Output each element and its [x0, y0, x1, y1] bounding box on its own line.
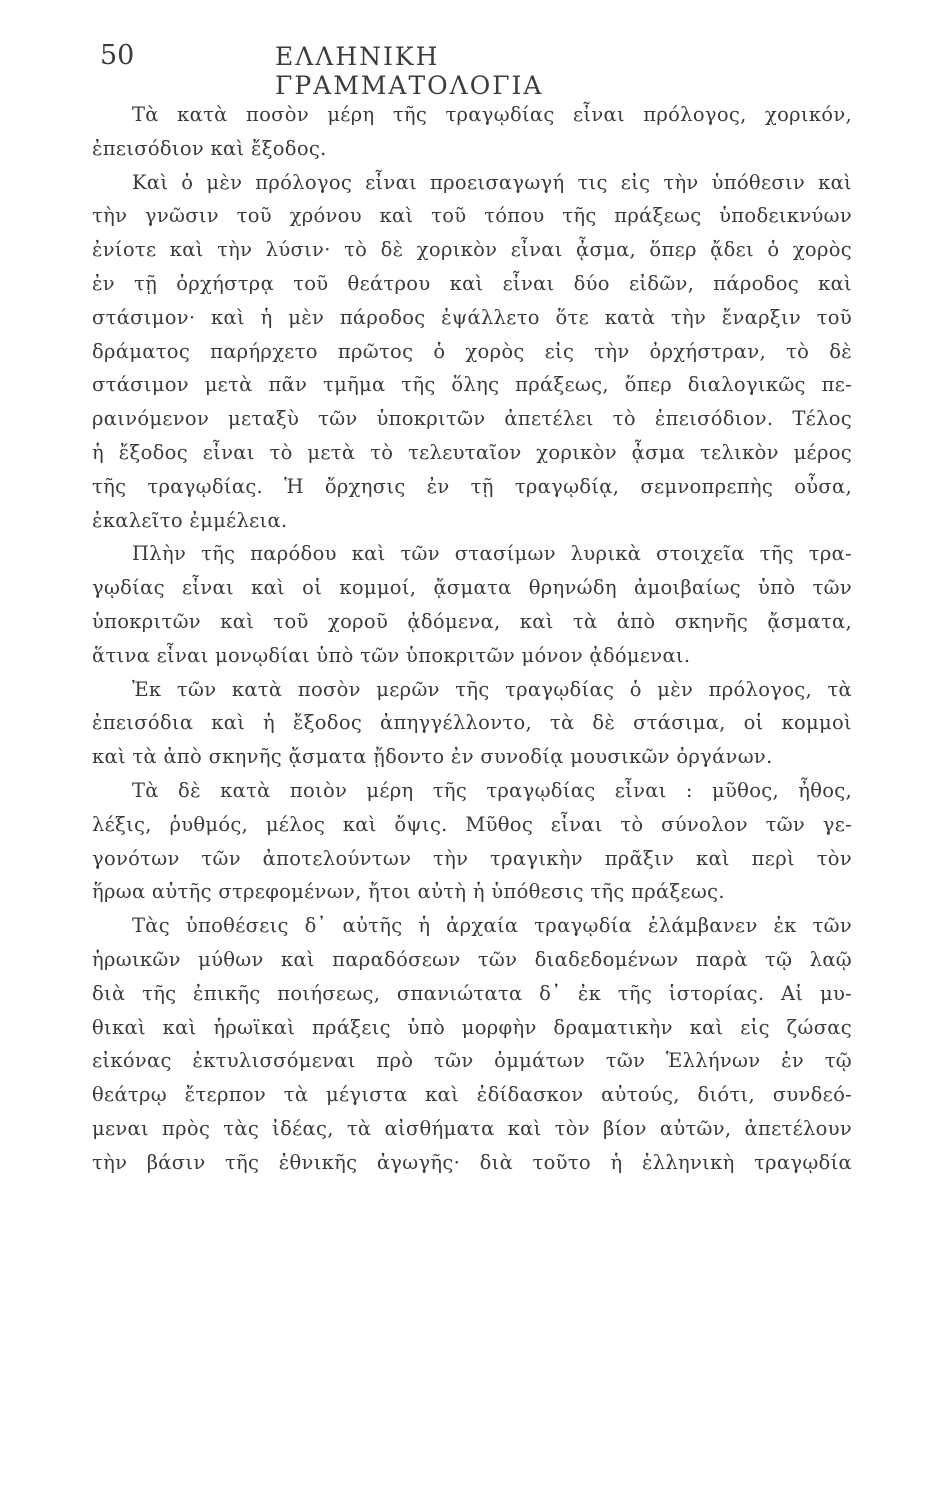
text-line: λέξις, ῥυθμός, μέλος καὶ ὄψις. Μῦθος εἶναι τὸ σύνολον τῶν γε-	[92, 812, 852, 836]
text-line: ἅτινα εἶναι μονῳδίαι ὑπὸ τῶν ὑποκριτῶν μόνον ᾀδόμεναι.	[92, 643, 691, 667]
text-line: ὑποκριτῶν καὶ τοῦ χοροῦ ᾀδόμενα, καὶ τὰ ἀπὸ σκηνῆς ᾄσματα,	[92, 609, 852, 633]
text-line: ἥρωα αὐτῆς στρεφομένων, ἤτοι αὐτὴ ἡ ὑπόθεσις τῆς πράξεως.	[92, 880, 725, 904]
text-line: γονότων τῶν ἀποτελούντων τὴν τραγικὴν πρᾶξιν καὶ περὶ τὸν	[92, 846, 852, 870]
text-line: Τὰ κατὰ ποσὸν μέρη τῆς τραγῳδίας εἶναι πρόλογος, χορικόν,	[132, 103, 852, 126]
text-line: Τὰ δὲ κατὰ ποιὸν μέρη τῆς τραγῳδίας εἶναι : μῦθος, ἦθος,	[132, 778, 852, 802]
text-line: θεάτρῳ ἔτερπον τὰ μέγιστα καὶ ἐδίδασκον αὐτούς, διότι, συνδεό-	[92, 1083, 852, 1107]
text-line: ἐν τῇ ὀρχήστρᾳ τοῦ θεάτρου καὶ εἶναι δύο εἰδῶν, πάροδος καὶ	[92, 271, 852, 295]
text-line: δράματος παρήρχετο πρῶτος ὁ χορὸς εἰς τὴν ὀρχήστραν, τὸ δὲ	[92, 339, 852, 363]
text-line: Τὰς ὑποθέσεις δ᾿ αὐτῆς ἡ ἀρχαία τραγῳδία ἐλάμβανεν ἐκ τῶν	[132, 914, 852, 938]
text-line: Πλὴν τῆς παρόδου καὶ τῶν στασίμων λυρικὰ στοιχεῖα τῆς τρα-	[132, 542, 852, 566]
running-head: ΕΛΛΗΝΙΚΗ ΓΡΑΜΜΑΤΟΛΟΓΙΑ	[275, 42, 544, 100]
text-line: Καὶ ὁ μὲν πρόλογος εἶναι προεισαγωγή τις εἰς τὴν ὑπόθεσιν καὶ	[132, 170, 852, 194]
text-line: μεναι πρὸς τὰς ἰδέας, τὰ αἰσθήματα καὶ τὸν βίον αὐτῶν, ἀπετέλουν	[92, 1116, 852, 1140]
text-line: Ἐκ τῶν κατὰ ποσὸν μερῶν τῆς τραγῳδίας ὁ μὲν πρόλογος, τὰ	[132, 677, 852, 701]
text-line: εἰκόνας ἐκτυλισσόμεναι πρὸ τῶν ὀμμάτων τῶν Ἑλλήνων ἐν τῷ	[92, 1049, 852, 1073]
page-number: 50	[100, 40, 135, 71]
text-line: γῳδίας εἶναι καὶ οἱ κομμοί, ᾄσματα θρηνώδη ἀμοιβαίως ὑπὸ τῶν	[92, 576, 852, 600]
text-line: καὶ τὰ ἀπὸ σκηνῆς ᾄσματα ᾔδοντο ἐν συνοδίᾳ μουσικῶν ὀργάνων.	[92, 745, 773, 769]
text-line: στάσιμον μετὰ πᾶν τμῆμα τῆς ὅλης πράξεως, ὅπερ διαλογικῶς πε-	[92, 373, 852, 397]
text-line: ἡ ἔξοδος εἶναι τὸ μετὰ τὸ τελευταῖον χορικὸν ᾆσμα τελικὸν μέρος	[92, 440, 852, 464]
text-line: ἐπεισόδια καὶ ἡ ἔξοδος ἀπηγγέλλοντο, τὰ δὲ στάσιμα, οἱ κομμοὶ	[92, 711, 852, 735]
body-text	[92, 98, 852, 1180]
text-line: θικαὶ καὶ ἡρωϊκαὶ πράξεις ὑπὸ μορφὴν δραματικὴν καὶ εἰς ζώσας	[92, 1015, 852, 1039]
text-line: ἐπεισόδιον καὶ ἔξοδος.	[92, 136, 327, 160]
text-line: στάσιμον· καὶ ἡ μὲν πάροδος ἐψάλλετο ὅτε κατὰ τὴν ἔναρξιν τοῦ	[92, 305, 852, 329]
text-line: τὴν γνῶσιν τοῦ χρόνου καὶ τοῦ τόπου τῆς πράξεως ὑποδεικνύων	[92, 204, 852, 228]
text-line: τῆς τραγῳδίας. Ἡ ὄρχησις ἐν τῇ τραγῳδίᾳ, σεμνοπρεπὴς οὖσα,	[92, 474, 852, 498]
text-line: ραινόμενον μεταξὺ τῶν ὑποκριτῶν ἀπετέλει τὸ ἐπεισόδιον. Τέλος	[92, 407, 852, 431]
text-line: ἐκαλεῖτο ἐμμέλεια.	[92, 508, 288, 532]
text-line: ἐνίοτε καὶ τὴν λύσιν· τὸ δὲ χορικὸν εἶναι ᾆσμα, ὅπερ ᾄδει ὁ χορὸς	[92, 238, 852, 262]
text-line: διὰ τῆς ἐπικῆς ποιήσεως, σπανιώτατα δ᾿ ἐκ τῆς ἱστορίας. Αἱ μυ-	[92, 981, 852, 1005]
text-line: τὴν βάσιν τῆς ἐθνικῆς ἀγωγῆς· διὰ τοῦτο ἡ ἑλληνικὴ τραγῳδία	[92, 1150, 852, 1174]
text-line: ἡρωικῶν μύθων καὶ παραδόσεων τῶν διαδεδομένων παρὰ τῷ λαῷ	[92, 947, 852, 971]
